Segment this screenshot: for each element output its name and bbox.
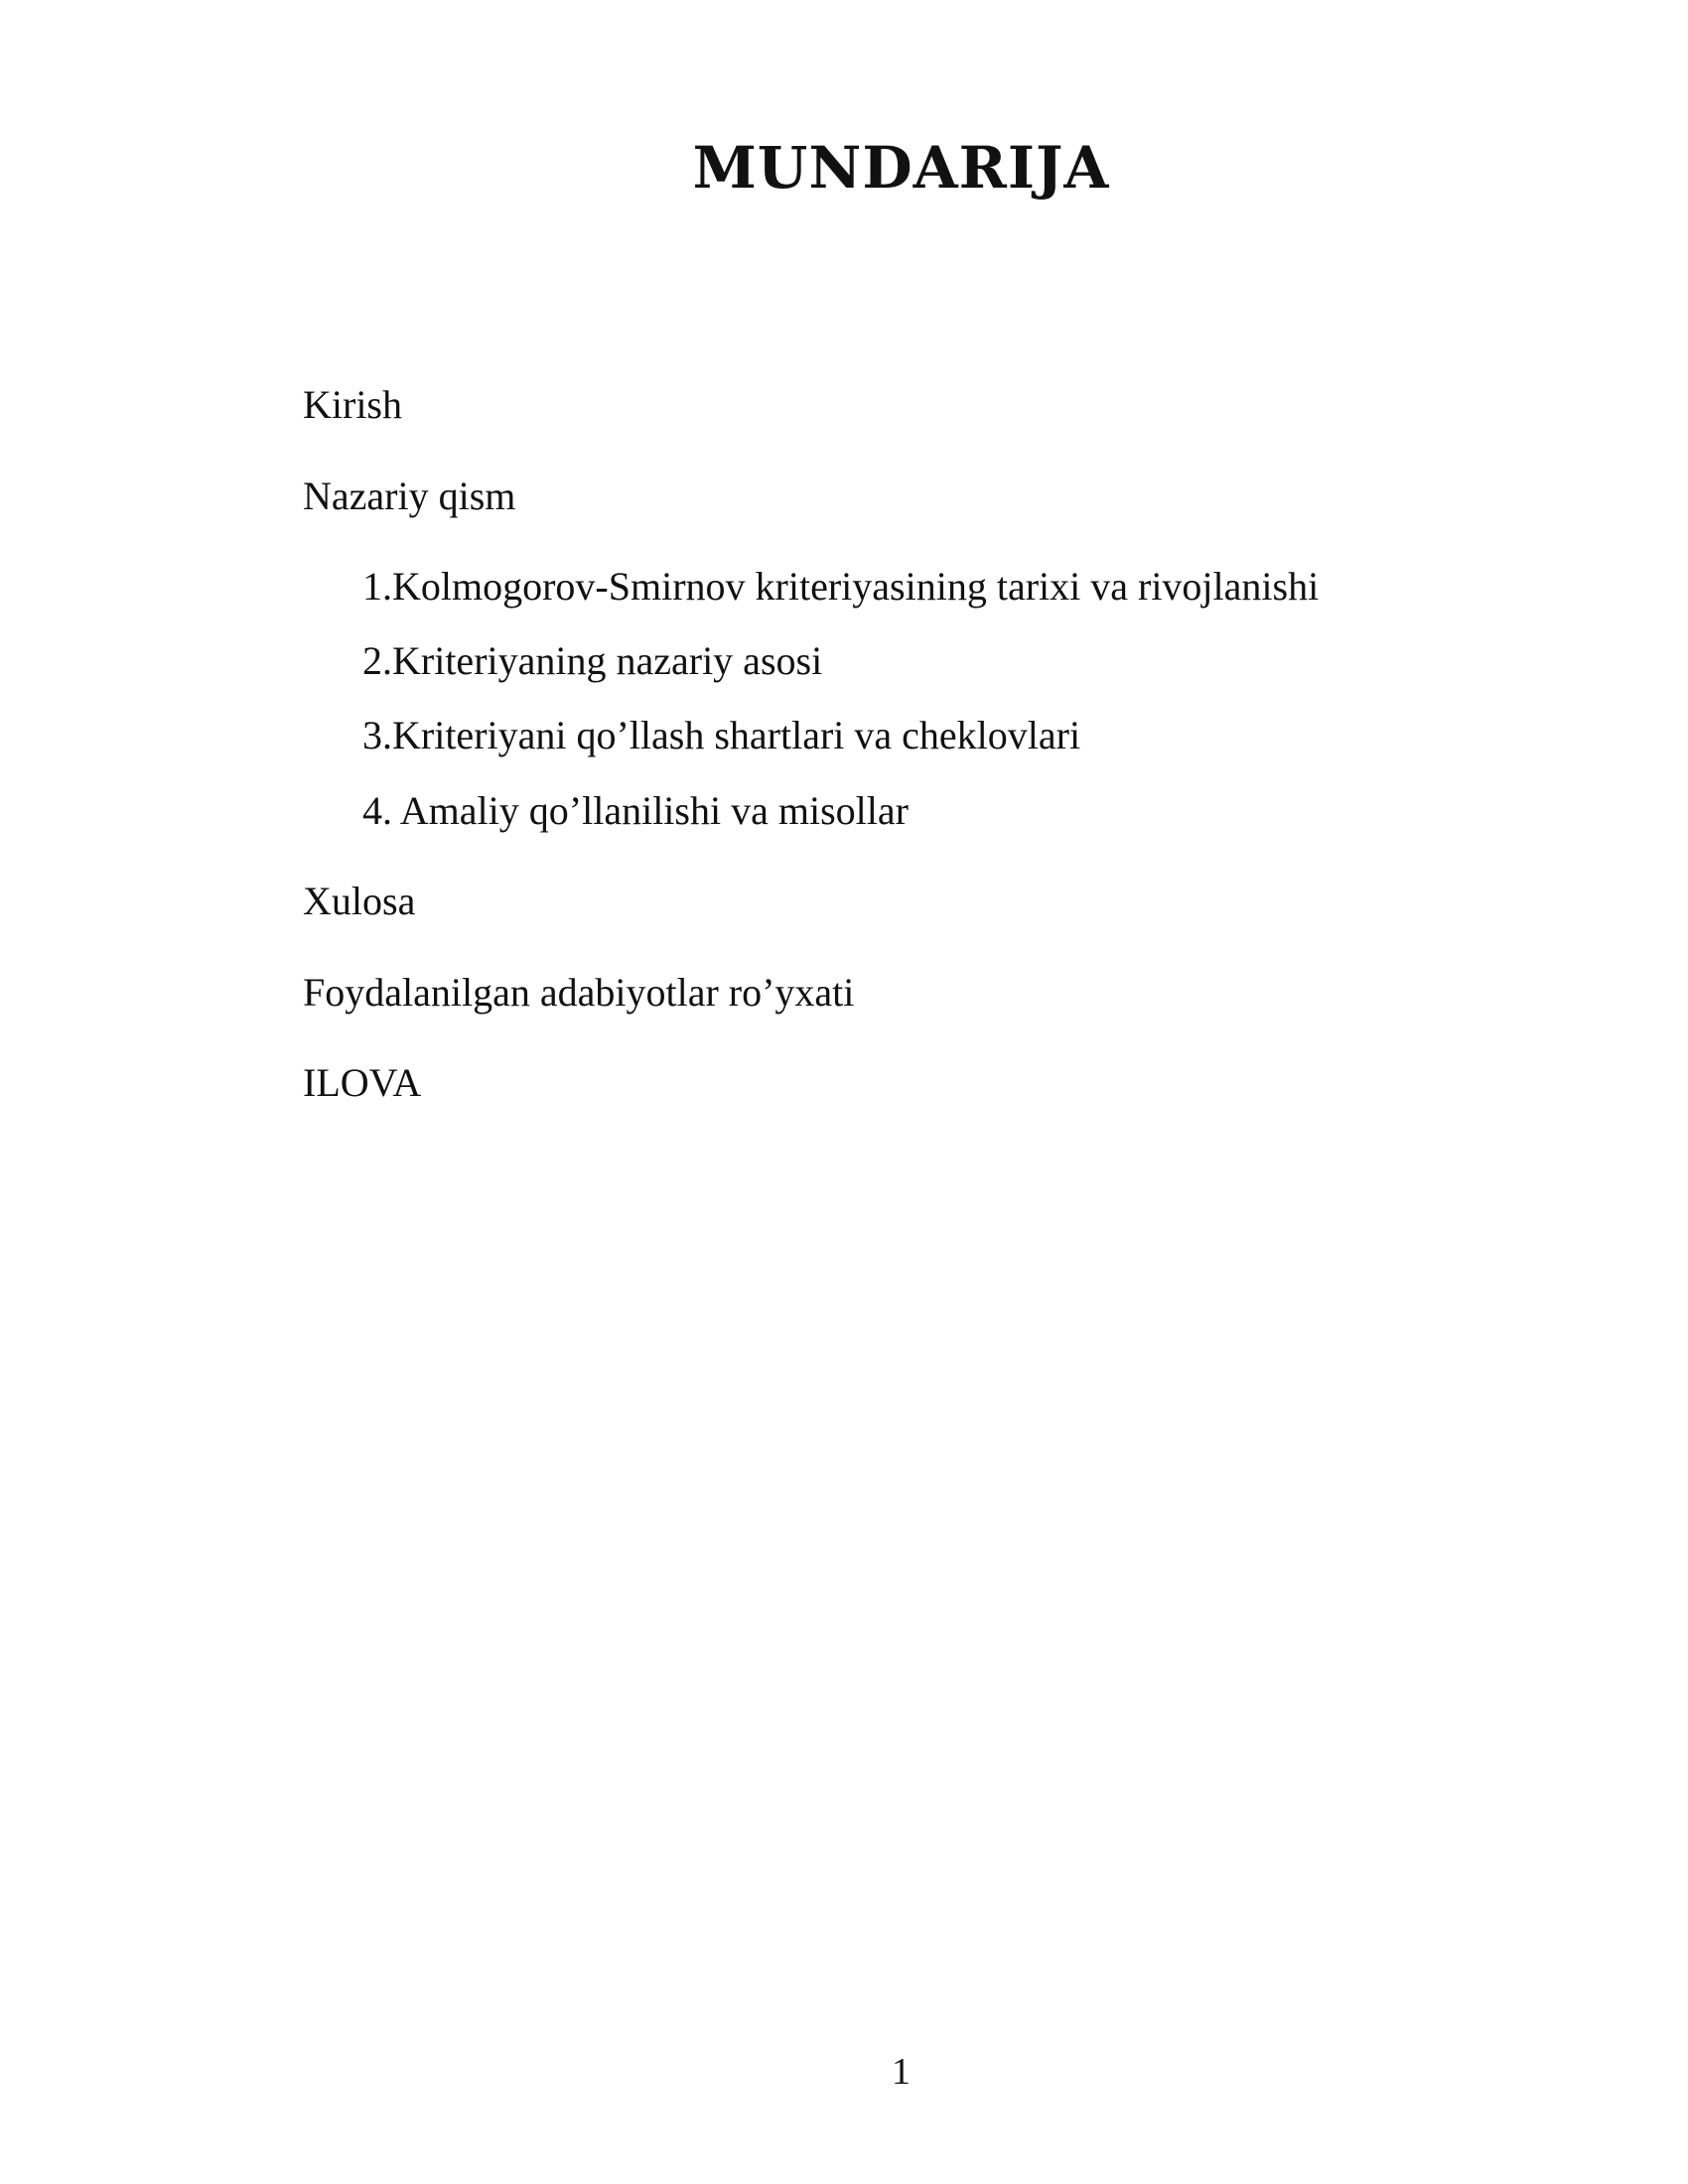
toc-subitem-1: 1.Kolmogorov-Smirnov kriteriyasining tarixi va rivojlanishi bbox=[362, 564, 1320, 609]
toc-subitem-4: 4. Amaliy qo’llanilishi va misollar bbox=[362, 788, 909, 833]
toc-item-appendix: ILOVA bbox=[303, 1060, 422, 1105]
page-title: MUNDARIJA bbox=[692, 134, 1110, 202]
toc-item-conclusion: Xulosa bbox=[303, 879, 416, 923]
toc-item-theory-part: Nazariy qism bbox=[303, 474, 516, 518]
toc-item-introduction: Kirish bbox=[303, 382, 402, 427]
page-number: 1 bbox=[892, 2051, 911, 2093]
toc-subitem-2: 2.Kriteriyaning nazariy asosi bbox=[362, 638, 823, 683]
toc-subitem-3: 3.Kriteriyani qo’llash shartlari va cheklovlari bbox=[362, 713, 1081, 757]
toc-item-references: Foydalanilgan adabiyotlar ro’yxati bbox=[303, 970, 855, 1015]
